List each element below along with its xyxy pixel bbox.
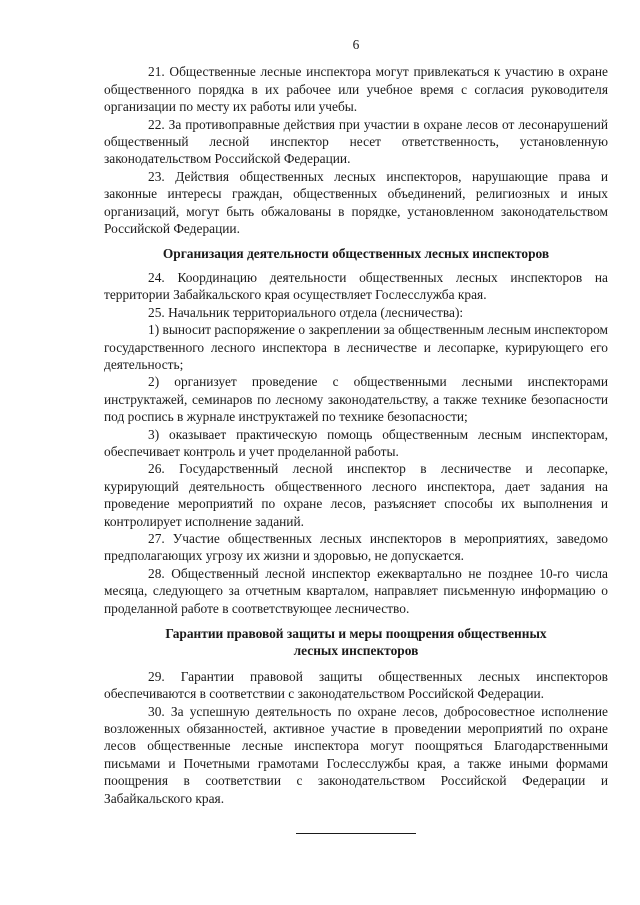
page-number: 6 [352, 37, 360, 52]
paragraph-30: 30. За успешную деятельность по охране лесов, добросовестное исполнение возложенных обязанностей, активное участие в проведении мероприятий по охране лесов общественные лесные инспектора могут поощряться Благодарственными письмами и Почетными грамотами Гослесслужбы края, а также иными формами поощрения в соответствии с законодательством Российской Федерации и Забайкальского края. [104, 703, 608, 806]
paragraph-22: 22. За противоправные действия при участии в охране лесов от лесонарушений общественный лесной инспектор несет ответственность, установленную законодательством Российской Федерации. [104, 116, 608, 167]
paragraph-25: 25. Начальник территориального отдела (лесничества): [148, 304, 464, 320]
end-rule-divider [296, 833, 416, 834]
section-heading-guarantees-line1: Гарантии правовой защиты и меры поощрения общественных [165, 626, 547, 641]
paragraph-25-item-1: 1) выносит распоряжение о закреплении за общественным лесным инспектором государственного лесного инспектора в лесничестве и лесопарке, курирующего его деятельность; [104, 322, 608, 372]
paragraph-28: 28. Общественный лесной инспектор ежеквартально не позднее 10-го числа месяца, следующего за отчетным кварталом, направляет письменную информацию о проделанной работе в соответствующее лесничество. [104, 565, 608, 616]
paragraph-25-item-3: 3) оказывает практическую помощь общественным лесным инспекторам, обеспечивает контроль и учет проделанной работы. [104, 426, 608, 459]
paragraph-29: 29. Гарантии правовой защиты общественных лесных инспекторов обеспечиваются в соответствии с законодательством Российской Федерации. [104, 668, 608, 702]
paragraph-27: 27. Участие общественных лесных инспекторов в мероприятиях, заведомо предполагающих угрозу их жизни и здоровью, не допускается. [104, 530, 608, 564]
section-heading-guarantees-line2: лесных инспекторов [293, 643, 419, 659]
paragraph-23: 23. Действия общественных лесных инспекторов, нарушающие права и законные интересы граждан, общественных объединений, религиозных и иных организаций, могут быть обжалованы в порядке, установленном законодательством Российской Федерации. [104, 168, 608, 237]
section-heading-guarantees [104, 625, 608, 660]
paragraph-24: 24. Координацию деятельности общественных лесных инспекторов на территории Забайкальского края осуществляет Гослесслужба края. [104, 269, 608, 303]
section-heading-organization: Организация деятельности общественных лесных инспекторов [162, 246, 550, 262]
paragraph-25-item-2: 2) организует проведение с общественными лесными инспекторами инструктажей, семинаров по лесному законодательству, а также технике безопасности под роспись в журнале инструктажей по технике безопасности; [104, 374, 608, 425]
paragraph-21: 21. Общественные лесные инспектора могут привлекаться к участию в охране общественного порядка в их рабочее или учебное время с согласия руководителя организации по месту их работы или учебы. [104, 64, 608, 115]
paragraph-26: 26. Государственный лесной инспектор в лесничестве и лесопарке, курирующий деятельность общественного лесного инспектора, дает задания на проведение мероприятий по охране лесов, разъясняет способы их выполнения и контролирует исполнение заданий. [104, 461, 608, 529]
